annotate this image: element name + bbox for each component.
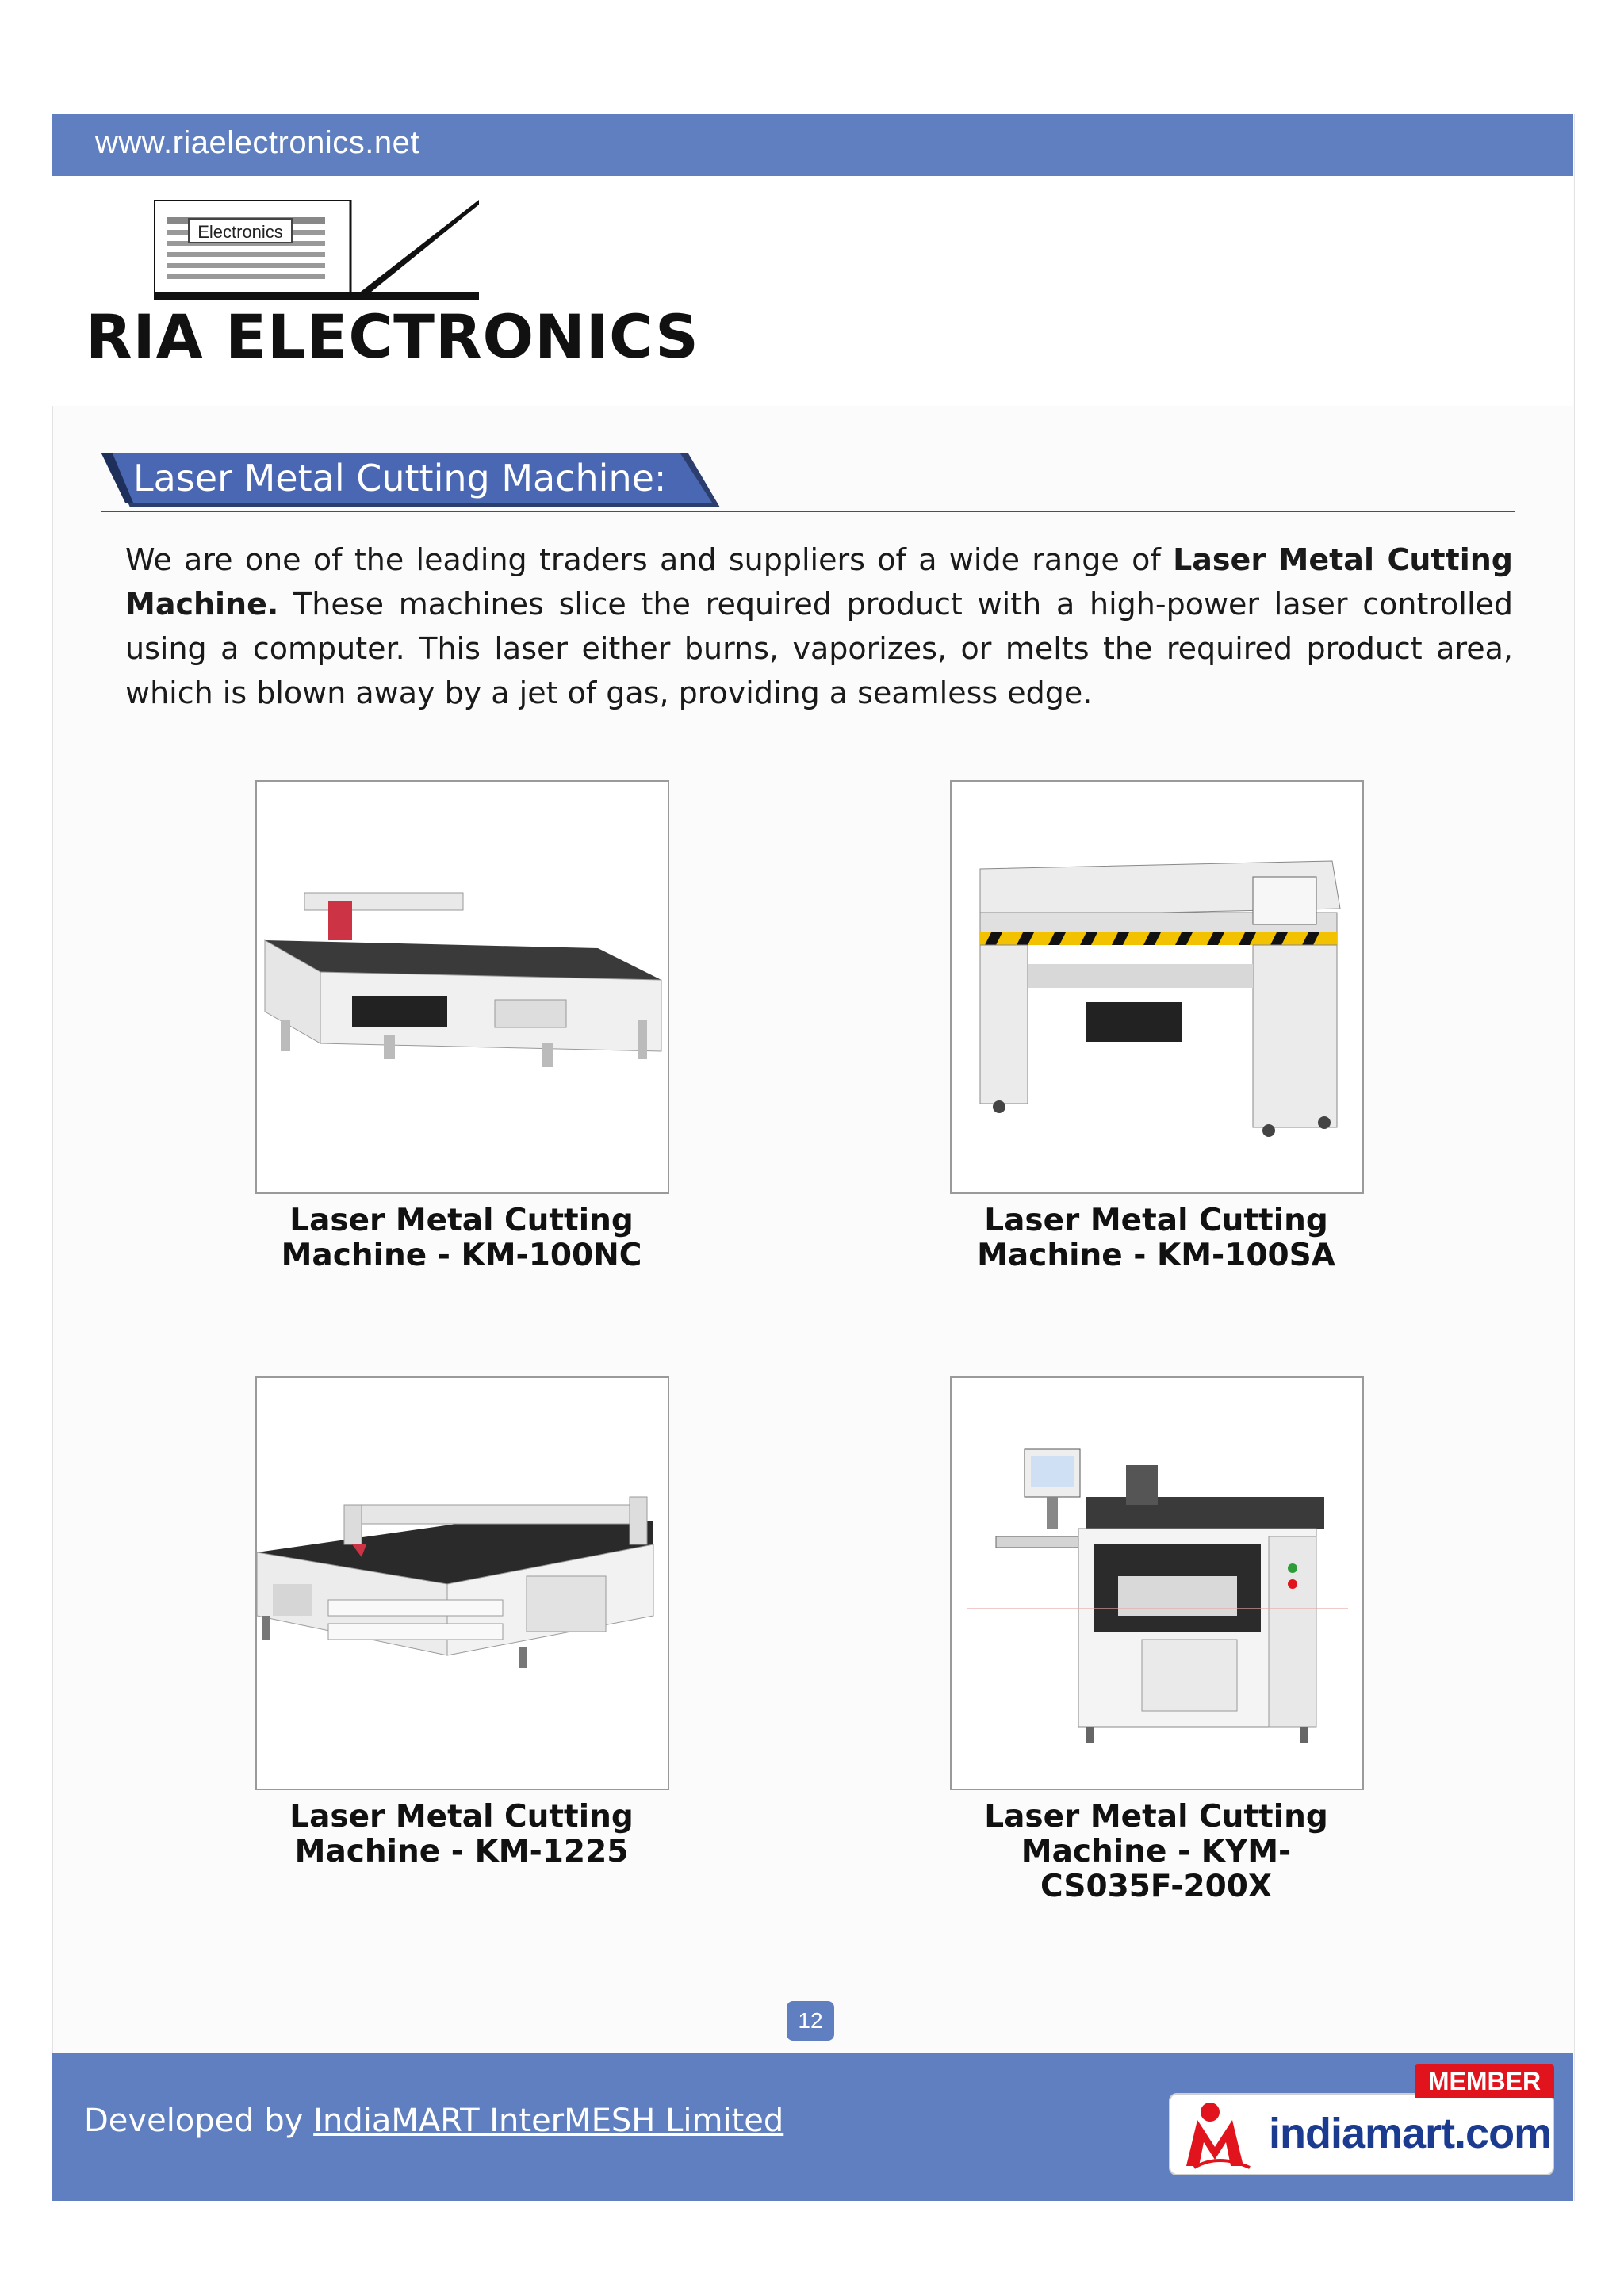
product-caption[interactable]: Laser Metal Cutting Machine - KM-100SA [977,1203,1335,1273]
svg-text:Electronics: Electronics [197,222,283,242]
section-heading [102,453,720,512]
indiamart-badge-card[interactable] [1169,2093,1554,2175]
footer-credit [84,2103,783,2139]
product-card[interactable] [255,1376,668,1869]
intro-text-2: These machines slice the required product with a high-power laser controlled using a computer. This laser either burns, vaporizes, or melts the required product area, which is blown away by a jet of gas, providing a seamless edge. [125,587,1513,710]
member-label: MEMBER [1415,2064,1554,2098]
indiamart-logo-icon [1178,2096,1266,2172]
product-image-frame[interactable] [255,780,669,1194]
company-name: RIA ELECTRONICS [86,301,699,372]
intro-text-1: We are one of the leading traders and suppliers of a wide range of [125,542,1174,577]
cabinet-laser-cutter-icon [952,782,1362,1192]
developer-link[interactable]: IndiaMART InterMESH Limited [313,2103,784,2139]
indiamart-member-badge[interactable] [1169,2064,1554,2174]
product-image-frame[interactable] [950,1376,1364,1790]
product-image-frame[interactable] [950,780,1364,1194]
product-caption[interactable]: Laser Metal Cutting Machine - KYM-CS035F-200X [984,1799,1328,1904]
product-card[interactable] [950,1376,1362,1904]
page-number: 12 [787,2001,834,2041]
product-card[interactable] [950,780,1362,1273]
product-caption[interactable]: Laser Metal Cutting Machine - KM-1225 [289,1799,634,1869]
large-flatbed-laser-cutter-icon [257,1378,668,1789]
top-bar [52,114,1573,176]
intro-product-name: Laser Metal Cutting Machine. [125,542,1513,622]
heading-rule [102,511,1515,512]
product-card[interactable] [255,780,668,1273]
enclosed-laser-station-icon [952,1378,1362,1789]
section-title: Laser Metal Cutting Machine: [133,457,667,499]
company-logo [154,200,479,300]
product-image-frame[interactable] [255,1376,669,1790]
site-url[interactable]: www.riaelectronics.net [95,125,419,160]
indiamart-brand: indiamart.com [1269,2110,1552,2157]
product-caption[interactable]: Laser Metal Cutting Machine - KM-100NC [281,1203,642,1273]
developed-by-label: Developed by [84,2103,314,2139]
intro-paragraph [125,538,1513,715]
flatbed-laser-cutter-icon [257,782,668,1192]
